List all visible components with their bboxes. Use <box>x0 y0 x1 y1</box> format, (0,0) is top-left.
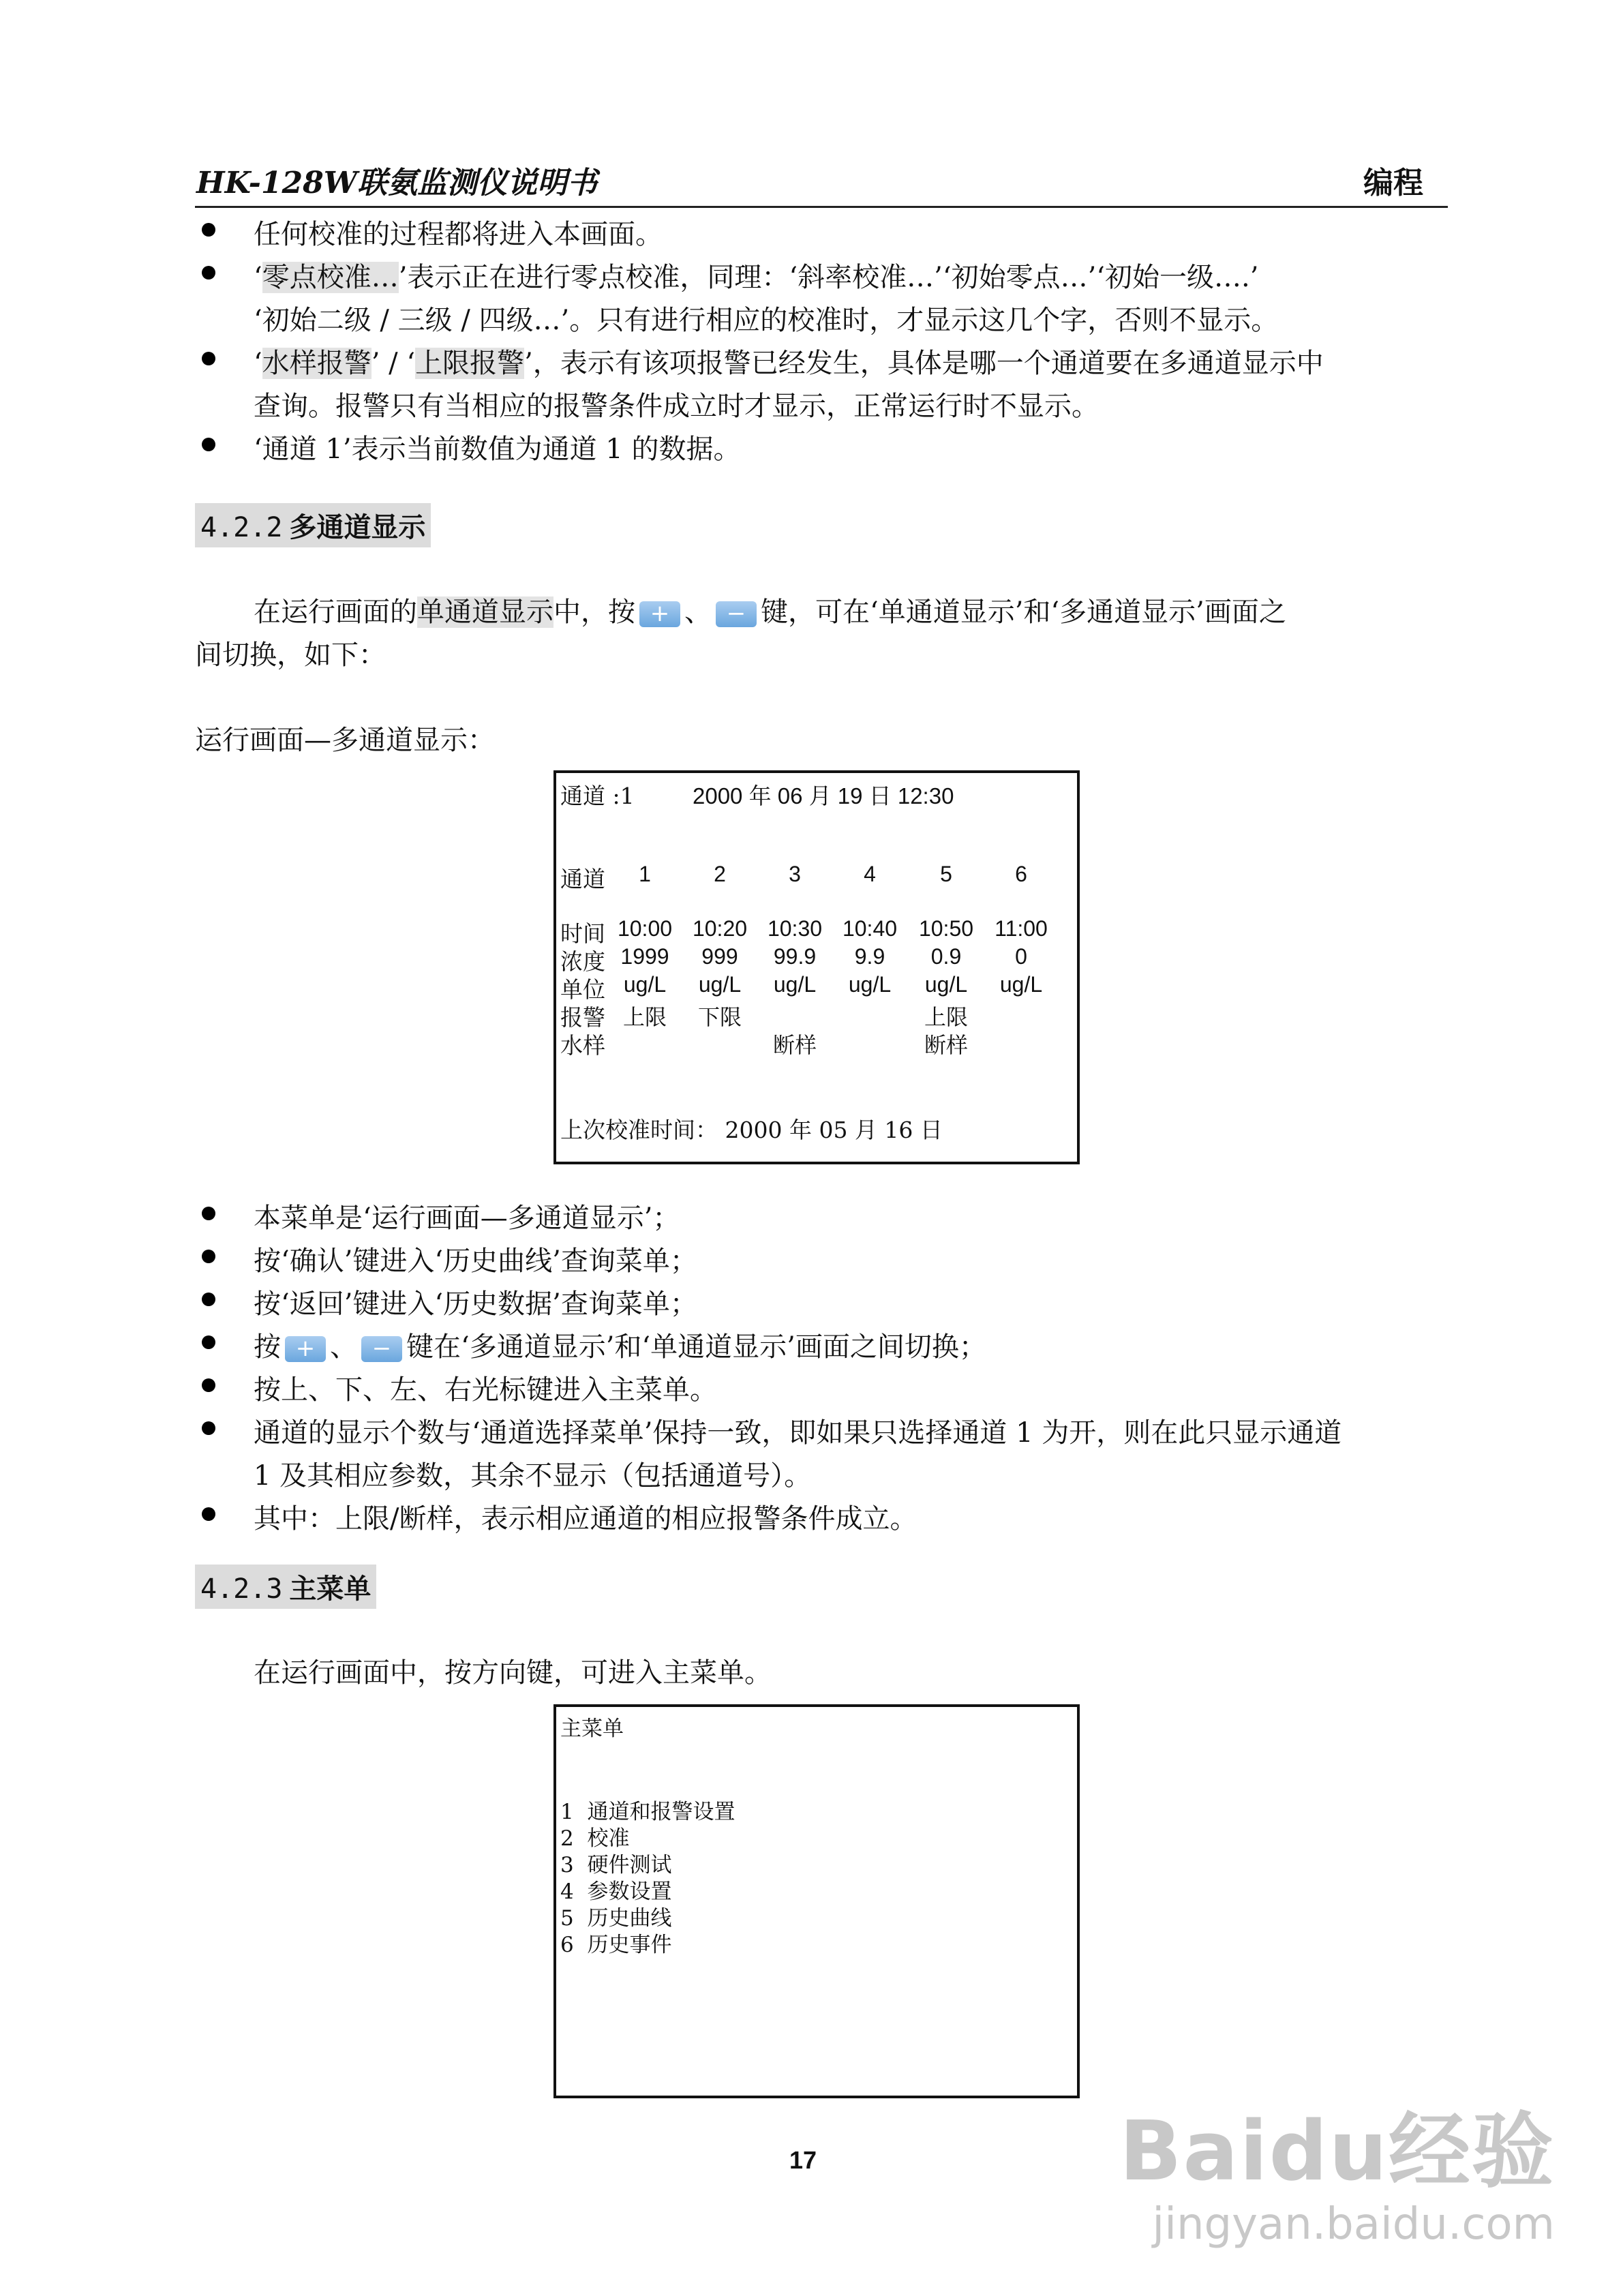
main-menu-screen <box>553 1704 1080 2098</box>
main-menu-title: 主菜单 <box>560 1717 624 1741</box>
bullet-text-cont: ‘初始二级 / 三级 / 四级…’。只有进行相应的校准时，才显示这几个字，否则不显示。 <box>254 305 1279 336</box>
document-title: HK-128W联氨监测仪说明书 <box>196 166 598 200</box>
water-row-label: 水样 <box>560 1032 605 1059</box>
bullet-icon <box>202 1335 215 1349</box>
bullet-icon <box>202 1250 215 1263</box>
conc-value: 9.9 <box>854 944 885 969</box>
section-label: 编程 <box>1363 166 1423 200</box>
bullet-icon <box>202 1507 215 1521</box>
channel-number: 4 <box>864 862 876 886</box>
watermark-brand: Baidu经验 <box>1119 2104 1555 2199</box>
bullet-icon <box>202 1293 215 1306</box>
alarm-value: 上限 <box>924 1004 968 1030</box>
bullet-text: ‘零点校准…’表示正在进行零点校准，同理：‘斜率校准…’‘初始零点…’‘初始一级….’ <box>254 262 1259 293</box>
last-calibration-time: 上次校准时间： 2000 年 05 月 16 日 <box>560 1117 943 1143</box>
unit-value: ug/L <box>848 972 892 997</box>
time-value: 10:00 <box>617 916 673 941</box>
conc-value: 1999 <box>620 944 669 969</box>
plus-key-icon: + <box>639 601 680 627</box>
time-value: 11:00 <box>995 916 1048 941</box>
minus-key-icon: − <box>716 601 757 627</box>
unit-value: ug/L <box>698 972 742 997</box>
multi-channel-screen <box>553 770 1080 1164</box>
water-value: 断样 <box>772 1032 817 1058</box>
conc-value: 0.9 <box>930 944 962 969</box>
screen-datetime: 2000 年 06 月 19 日 12:30 <box>693 783 954 809</box>
menu-item: 2 校准 <box>560 1826 630 1851</box>
time-value: 10:40 <box>842 916 898 941</box>
unit-value: ug/L <box>999 972 1043 997</box>
unit-value: ug/L <box>773 972 817 997</box>
menu-item: 1 通道和报警设置 <box>560 1800 735 1824</box>
channel-number: 3 <box>789 862 801 886</box>
bullet-icon <box>202 1421 215 1435</box>
bullet-text-cont: 1 及其相应参数，其余不显示（包括通道号）。 <box>254 1460 812 1492</box>
channel-number: 1 <box>639 862 651 886</box>
bullet-text: 按 + 、 − 键在‘多通道显示’和‘单通道显示’画面之间切换； <box>254 1331 986 1363</box>
bullet-text: 任何校准的过程都将进入本画面。 <box>254 219 663 250</box>
bullet-icon <box>202 223 215 237</box>
header-rule <box>195 206 1448 208</box>
bullet-text: ‘通道 1’表示当前数值为通道 1 的数据。 <box>254 434 741 465</box>
conc-value: 0 <box>1015 944 1027 969</box>
bullet-text-cont: 查询。报警只有当相应的报警条件成立时才显示，正常运行时不显示。 <box>254 391 1099 422</box>
menu-item: 5 历史曲线 <box>560 1906 672 1931</box>
bullet-text: ‘水样报警’ / ‘上限报警’，表示有该项报警已经发生，具体是哪一个通道要在多通道显示中 <box>254 348 1324 379</box>
section-paragraph: 在运行画面的单通道显示中，按 + 、 − 键，可在‘单通道显示’和‘多通道显示’画面之 <box>254 596 1286 628</box>
menu-item: 6 历史事件 <box>560 1933 672 1957</box>
section-paragraph-cont: 间切换，如下： <box>195 639 386 671</box>
time-value: 10:50 <box>918 916 974 941</box>
section-paragraph: 在运行画面中，按方向键，可进入主菜单。 <box>254 1657 772 1689</box>
baidu-watermark <box>1119 2086 1555 2250</box>
channel-number: 2 <box>714 862 726 886</box>
menu-item: 4 参数设置 <box>560 1879 672 1904</box>
menu-item: 3 硬件测试 <box>560 1853 672 1877</box>
bullet-text: 按‘确认’键进入‘历史曲线’查询菜单； <box>254 1245 697 1277</box>
bullet-text: 按上、下、左、右光标键进入主菜单。 <box>254 1374 717 1406</box>
unit-value: ug/L <box>623 972 667 997</box>
time-value: 10:30 <box>767 916 823 941</box>
channel-number: 5 <box>940 862 952 886</box>
page-number: 17 <box>789 2146 817 2174</box>
conc-row-label: 浓度 <box>560 948 605 975</box>
bullet-icon <box>202 266 215 280</box>
bullet-text: 按‘返回’键进入‘历史数据’查询菜单； <box>254 1288 697 1320</box>
channel-number: 6 <box>1015 862 1027 886</box>
time-value: 10:20 <box>692 916 748 941</box>
conc-value: 99.9 <box>773 944 817 969</box>
bullet-icon <box>202 352 215 365</box>
plus-key-icon: + <box>285 1336 326 1362</box>
section-heading-4-2-2: 4.2.2 多通道显示 <box>195 503 431 547</box>
bullet-text: 本菜单是‘运行画面—多通道显示’； <box>254 1203 680 1234</box>
bullet-icon <box>202 1207 215 1220</box>
watermark-url: jingyan.baidu.com <box>1152 2199 1555 2250</box>
bullet-icon <box>202 438 215 451</box>
screen-channel-label: 通道 :1 <box>560 783 635 809</box>
time-row-label: 时间 <box>560 920 605 947</box>
unit-value: ug/L <box>924 972 968 997</box>
alarm-row-label: 报警 <box>560 1004 605 1031</box>
section-heading-4-2-3: 4.2.3 主菜单 <box>195 1565 376 1609</box>
alarm-value: 下限 <box>697 1004 742 1030</box>
conc-value: 999 <box>701 944 738 969</box>
channel-row-label: 通道 <box>560 866 605 892</box>
bullet-icon <box>202 1378 215 1392</box>
bullet-text: 其中：上限/断样，表示相应通道的相应报警条件成立。 <box>254 1503 917 1535</box>
figure-caption: 运行画面—多通道显示： <box>195 725 495 756</box>
unit-row-label: 单位 <box>560 976 605 1003</box>
alarm-value: 上限 <box>622 1004 667 1030</box>
water-value: 断样 <box>924 1032 968 1058</box>
bullet-text: 通道的显示个数与‘通道选择菜单’保持一致，即如果只选择通道 1 为开，则在此只显示通道 <box>254 1417 1342 1449</box>
minus-key-icon: − <box>361 1336 402 1362</box>
